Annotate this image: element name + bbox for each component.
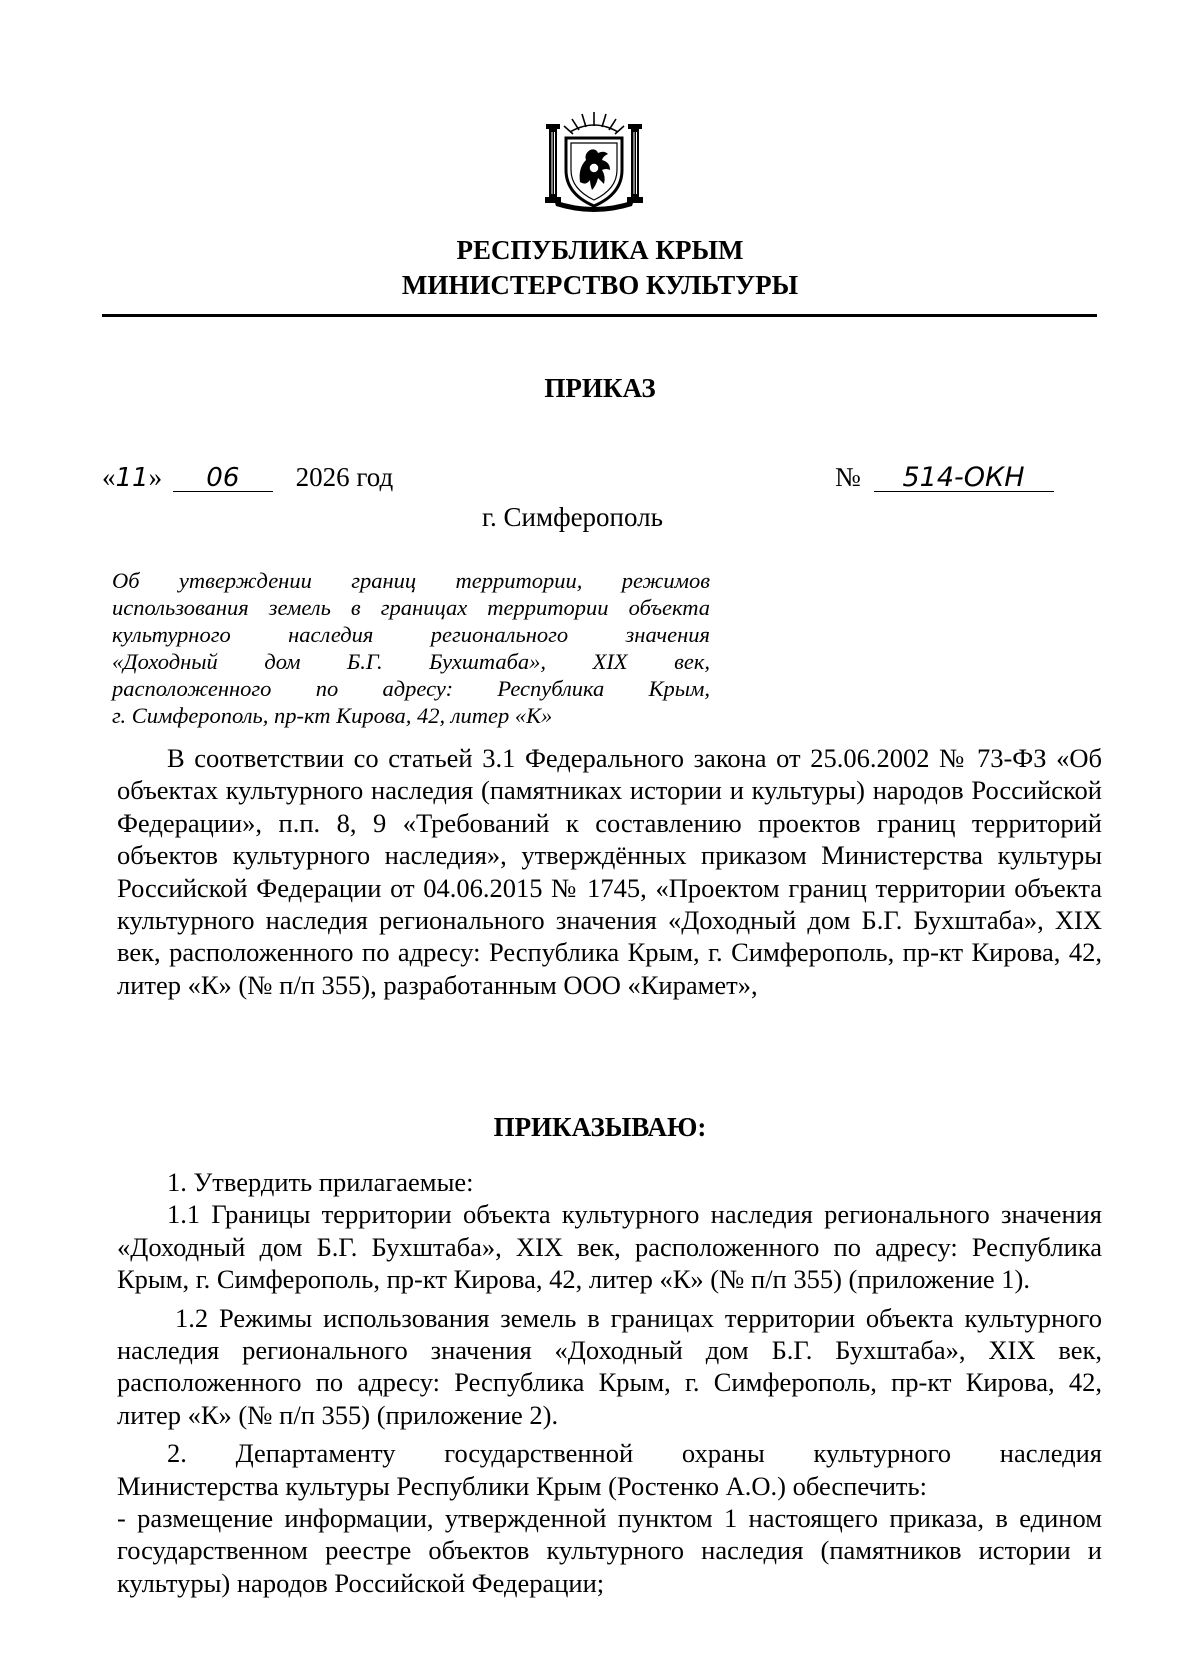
item-1-1: 1.1 Границы территории объекта культурного наследия регионального значения «Доходный дом Б.Г. Бухштаба», XIX век, расположенного по адресу: Республика Крым, г. Симферополь, пр-кт Кирова, 42, литер «К» (№ п/п 355) (приложение 1). — [117, 1199, 1102, 1295]
date-open-quote: « — [102, 462, 116, 492]
subject-line: расположенного по адресу: Республика Крым, — [112, 676, 710, 701]
subject-line: г. Симферополь, пр-кт Кирова, 42, литер «К» — [112, 703, 553, 728]
order-subject — [112, 567, 710, 729]
date-day: 11 — [115, 463, 149, 493]
preamble — [117, 742, 1102, 1001]
crimea-coat-of-arms-icon — [540, 108, 648, 212]
date-close-quote: » — [148, 462, 163, 492]
item-1: 1. Утвердить прилагаемые: — [167, 1167, 474, 1197]
order-heading: ПРИКАЗЫВАЮ: — [493, 1112, 707, 1142]
date-year: 2026 год — [295, 462, 394, 492]
header-divider — [102, 314, 1097, 317]
subject-line: культурного наследия регионального значения — [112, 622, 710, 647]
subject-line: Об утверждении границ территории, режимов — [112, 568, 710, 593]
date-line — [102, 462, 393, 493]
item-2-line1: 2. Департаменту государственной охраны культурного наследия — [167, 1438, 1102, 1469]
subject-line: «Доходный дом Б.Г. Бухштаба», XIX век, — [112, 649, 710, 674]
document-type: ПРИКАЗ — [544, 373, 656, 403]
item-2-line2: Министерства культуры Республики Крым (Ростенко А.О.) обеспечить: — [117, 1470, 927, 1501]
order-number-value: 514-ОКН — [874, 465, 1054, 492]
order-items — [117, 1166, 1102, 1599]
ministry-header-line1: РЕСПУБЛИКА КРЫМ — [456, 235, 744, 265]
city: г. Симферополь — [482, 502, 663, 532]
order-number-label: № — [835, 462, 861, 492]
order-number — [835, 462, 1054, 493]
item-1-2: 1.2 Режимы использования земель в границах территории объекта культурного наследия регионального значения «Доходный дом Б.Г. Бухштаба», XIX век, расположенного по адресу: Республика Крым, г. Симферополь, пр-кт Кирова, 42, литер «К» (№ п/п 355) (приложение 2). — [117, 1302, 1102, 1430]
ministry-header-line2: МИНИСТЕРСТВО КУЛЬТУРЫ — [401, 270, 799, 300]
subject-line: использования земель в границах территории объекта — [112, 595, 710, 620]
preamble-text: В соответствии со статьей 3.1 Федерального закона от 25.06.2002 № 73-ФЗ «Об объектах культурного наследия (памятниках истории и культуры) народов Российской Федерации», п.п. 8, 9 «Требований к составлению проектов границ территорий объектов культурного наследия», утверждённых приказом Министерства культуры Российской Федерации от 04.06.2015 № 1745, «Проектом границ территории объекта культурного наследия регионального значения «Доходный дом Б.Г. Бухштаба», XIX век, расположенного по адресу: Республика Крым, г. Симферополь, пр-кт Кирова, 42, литер «К» (№ п/п 355), разработанным ООО «Кирамет», — [117, 743, 1102, 1000]
date-month: 06 — [173, 465, 273, 492]
item-2-bullet: - размещение информации, утвержденной пунктом 1 настоящего приказа, в едином государственном реестре объектов культурного наследия (памятников истории и культуры) народов Российской Федерации; — [117, 1503, 1102, 1598]
